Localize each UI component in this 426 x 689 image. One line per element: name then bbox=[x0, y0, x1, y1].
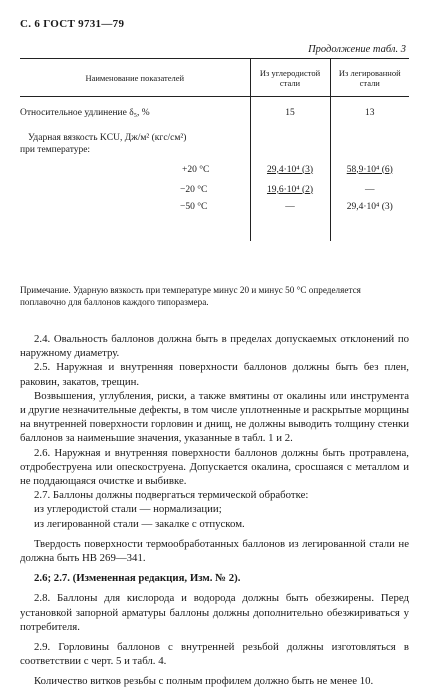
column-header-carbon: Из углеродистой стали bbox=[250, 59, 330, 97]
paragraph-2-7-alloy: из легированной стали — закалке с отпуском. bbox=[34, 517, 245, 530]
column-header-alloy: Из легированной стали bbox=[330, 59, 409, 97]
paragraph-2-7-carbon: из углеродистой стали — нормализации; bbox=[34, 503, 222, 516]
properties-table bbox=[20, 58, 409, 241]
table-note: Примечание. Ударную вязкость при температуре минус 20 и минус 50 °C определяется поплавочно для баллонов каждого типоразмера. bbox=[20, 285, 361, 307]
cell-t20-alloy: 58,9·10⁴ (6) bbox=[346, 164, 393, 175]
paragraph-2-4: 2.4. Овальность баллонов должна быть в пределах допускаемых отклонений по наружному диаметру. bbox=[20, 333, 409, 360]
paragraph-2-5-cont: Возвышения, углубления, риски, а также вмятины от окалины или инструмента и другие незначительные дефекты, в том числе уплотненные и раскрытые морщины на внутренней поверхности горловин и днищ, не должны выводить толщину стенки баллонов за наименьшие значения, указанные в табл. 1 и 2. bbox=[20, 389, 409, 445]
paragraph-2-5: 2.5. Наружная и внутренняя поверхности баллонов должны быть без плен, раковин, закатов, трещин. bbox=[20, 361, 409, 388]
column-header-indicator: Наименование показателей bbox=[20, 59, 250, 97]
paragraph-amendment: 2.6; 2.7. (Измененная редакция, Изм. № 2). bbox=[34, 572, 241, 585]
table-row bbox=[20, 175, 409, 195]
cell-tm50-carbon: — bbox=[250, 195, 330, 219]
document-body bbox=[20, 332, 409, 689]
table-row bbox=[20, 132, 409, 156]
paragraph-2-6: 2.6. Наружная и внутренняя поверхности баллонов должны быть протравлена, отдробеструена или опескоструена. Допускается окалина, сросшаяся с металлом и не поддающаяся очистке и выбивке. bbox=[20, 446, 409, 488]
row-label-impact-temperature: при температуре: bbox=[20, 144, 91, 155]
table-row bbox=[20, 195, 409, 219]
table-continuation-label: Продолжение табл. 3 bbox=[308, 44, 406, 55]
cell-tm50-alloy: 29,4·10⁴ (3) bbox=[330, 195, 409, 219]
row-label-impact: Ударная вязкость KCU, Дж/м² (кгс/см²) bbox=[28, 132, 187, 143]
paragraph-2-7: 2.7. Баллоны должны подвергаться термической обработке: bbox=[34, 489, 309, 502]
table-row bbox=[20, 156, 409, 175]
cell-tm20-alloy: — bbox=[330, 175, 409, 195]
cell-tm20-carbon: 19,6·10⁴ (2) bbox=[266, 184, 314, 195]
page-header: С. 6 ГОСТ 9731—79 bbox=[20, 18, 125, 30]
row-label-tm50: −50 °C bbox=[180, 201, 208, 212]
cell-elongation-carbon: 15 bbox=[250, 108, 330, 124]
cell-elongation-alloy: 13 bbox=[330, 108, 409, 124]
row-label-tm20: −20 °C bbox=[180, 184, 208, 195]
paragraph-thread-count: Количество витков резьбы с полным профилем должно быть не менее 10. bbox=[34, 675, 374, 688]
cell-t20-carbon: 29,4·10⁴ (3) bbox=[266, 164, 314, 175]
row-label-elongation: Относительное удлинение δ₅, % bbox=[20, 107, 150, 118]
paragraph-hardness: Твердость поверхности термообработанных баллонов из легированной стали не должна быть НВ 269—341. bbox=[20, 537, 409, 565]
table-row bbox=[20, 108, 409, 124]
paragraph-2-8: 2.8. Баллоны для кислорода и водорода должны быть обезжирены. Перед установкой запорной арматуры баллоны должны дополнительно обезжириваться у потребителя. bbox=[20, 592, 409, 633]
paragraph-2-9: 2.9. Горловины баллонов с внутренней резьбой должны изготовляться в соответствии с черт. 5 и табл. 4. bbox=[20, 641, 409, 668]
row-label-t20: +20 °C bbox=[182, 164, 210, 175]
